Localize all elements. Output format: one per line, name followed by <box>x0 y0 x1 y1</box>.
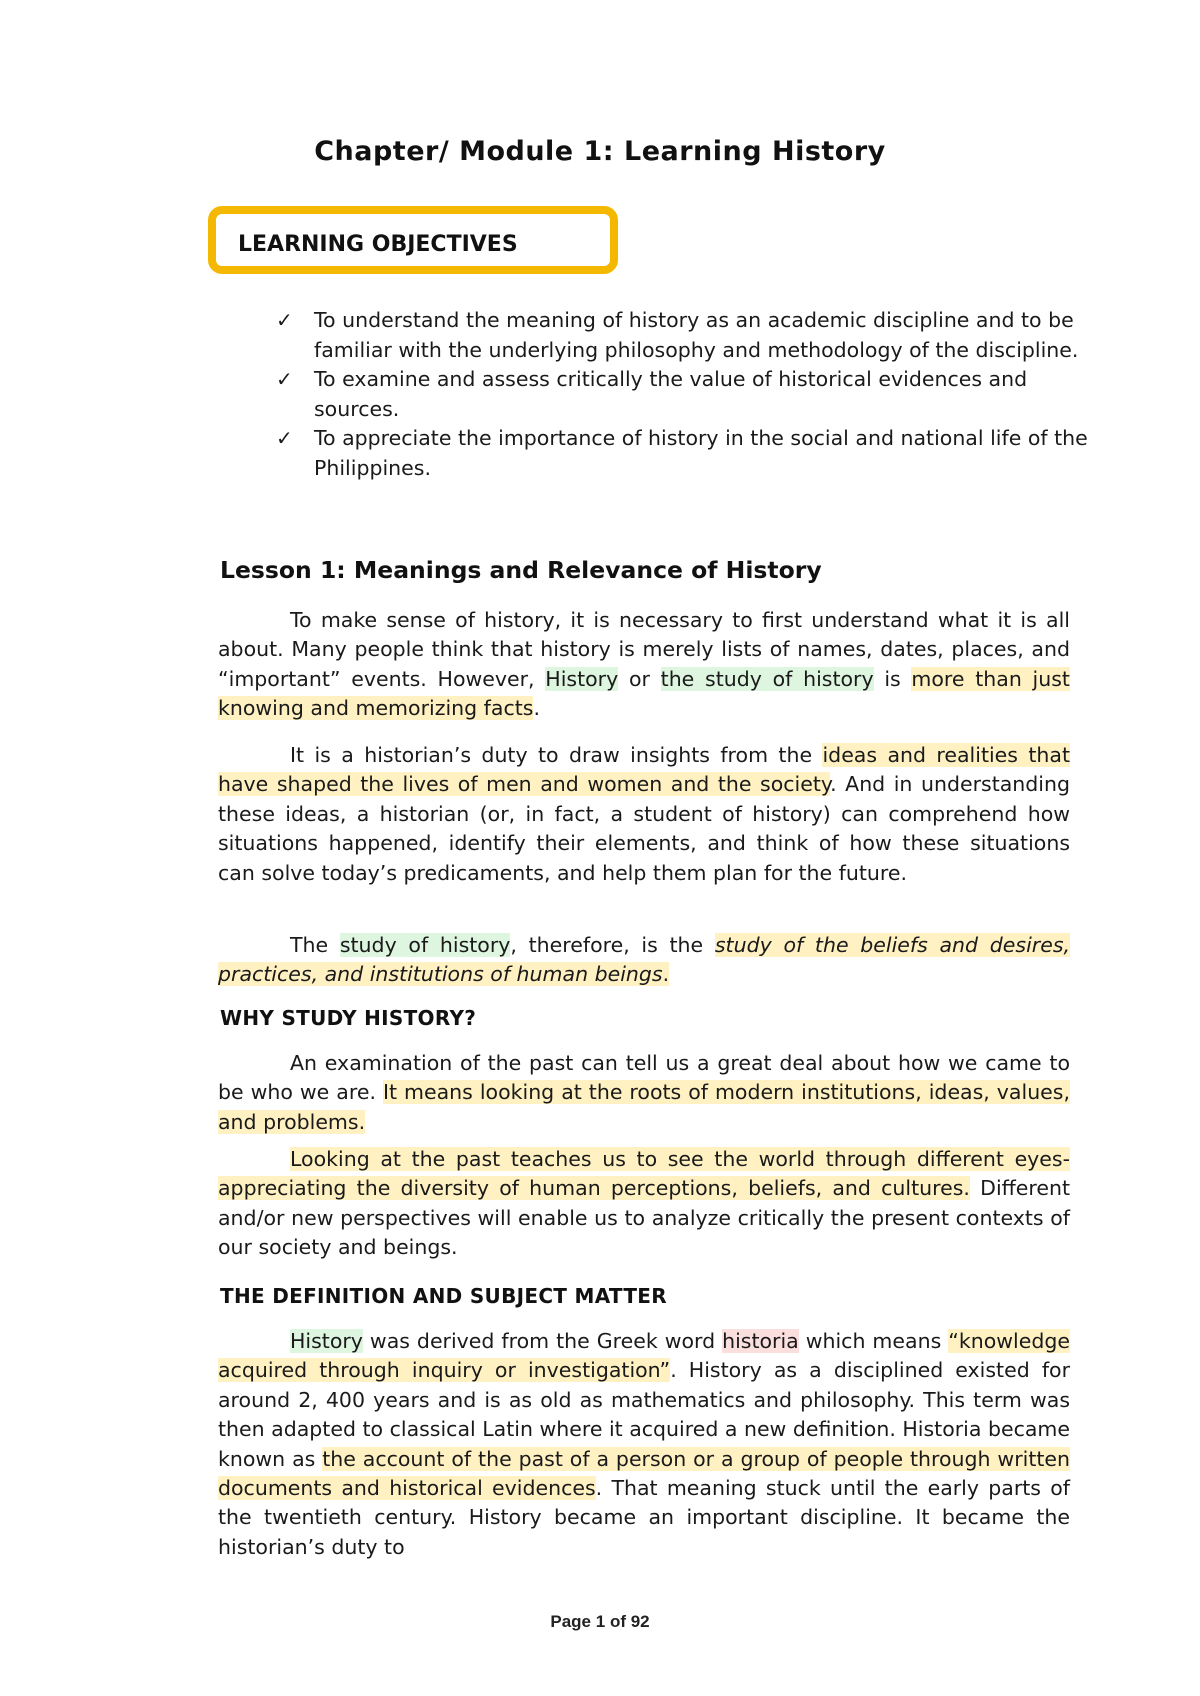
objective-item <box>268 424 1098 483</box>
highlight-yellow: ideas and realities that have shaped the lives of men and women and the society <box>218 743 1071 797</box>
objective-text: To examine and assess critically the value of historical evidences and sources. <box>314 367 1028 421</box>
text-run: , therefore, is the <box>510 933 715 957</box>
learning-objectives-label: LEARNING OBJECTIVES <box>238 232 518 257</box>
section-heading-why: WHY STUDY HISTORY? <box>220 1006 477 1030</box>
highlight-yellow: more than just knowing and memorizing facts <box>218 666 1070 721</box>
text-run: An examination of the past can tell us a great deal about how we came to be who we are. <box>218 1051 1070 1105</box>
section-heading-definition: THE DEFINITION AND SUBJECT MATTER <box>220 1284 667 1308</box>
highlight-yellow: the account of the past of a person or a group of people through written documents and historical evidences <box>218 1446 1070 1501</box>
objective-text: To understand the meaning of history as an academic discipline and to be familiar with the underlying philosophy and methodology of the discipline. <box>314 308 1079 362</box>
checkmark-icon: ✓ <box>276 426 293 450</box>
footer-total-pages: 92 <box>630 1612 650 1631</box>
text-run: which means <box>798 1329 949 1353</box>
page-footer <box>0 1612 1200 1632</box>
objective-item <box>268 306 1098 365</box>
footer-of-word: of <box>609 1612 626 1631</box>
paragraph-examination <box>218 1049 1070 1137</box>
highlight-green: History <box>290 1329 363 1353</box>
text-run: is <box>873 666 912 691</box>
text-run: . That meaning stuck until the early parts of the twentieth century. History became an important discipline. It became the historian’s duty to <box>218 1476 1071 1559</box>
text-run: or <box>618 666 661 691</box>
learning-objectives-box <box>208 206 618 274</box>
text-run: . And in understanding these ideas, a historian (or, in fact, a student of history) can comprehend how situations happened, identify their elements, and think of how these situations can solve today’s predicaments, and help them plan for the future. <box>218 772 1070 885</box>
lesson-title: Lesson 1: Meanings and Relevance of History <box>220 556 822 584</box>
text-run: To make sense of history, it is necessary to first understand what it is all about. Many people think that history is merely lists of names, dates, places, and “important” events. However, <box>218 608 1070 691</box>
objective-item <box>268 365 1098 424</box>
highlight-yellow-italic: study of the beliefs and desires, practices, and institutions of human beings <box>218 933 1071 987</box>
footer-current-page: 1 <box>595 1612 606 1631</box>
text-run: . <box>533 696 540 721</box>
checkmark-icon: ✓ <box>276 367 293 391</box>
page-title: Chapter/ Module 1: Learning History <box>314 136 886 167</box>
paragraph-intro <box>218 606 1070 724</box>
paragraph-historian-duty <box>218 741 1070 888</box>
highlight-yellow: Looking at the past teaches us to see the world through different eyes- appreciating the diversity of human perceptions, beliefs, and cultures. <box>218 1147 1070 1201</box>
objectives-list <box>268 306 1098 483</box>
text-run: It is a historian’s duty to draw insights from the <box>290 743 823 767</box>
text-run: was derived from the Greek word <box>362 1329 723 1353</box>
highlight-yellow: . <box>662 962 670 987</box>
footer-page-word: Page <box>550 1612 591 1631</box>
text-run: . History as a disciplined existed for around 2, 400 years and is as old as mathematics and philosophy. This term was then adapted to classical Latin where it acquired a new definition. Historia became known as <box>218 1358 1071 1471</box>
highlight-pink: historia <box>722 1329 799 1353</box>
objective-text: To appreciate the importance of history in the social and national life of the Philippines. <box>314 426 1088 480</box>
paragraph-study-definition <box>218 931 1070 990</box>
paragraph-definition <box>218 1327 1070 1562</box>
highlight-green: the study of history <box>660 666 874 691</box>
text-run: The <box>290 933 340 957</box>
text-run: Different and/or new perspectives will enable us to analyze critically the present contexts of our society and beings. <box>218 1176 1070 1260</box>
highlight-green: study of history <box>339 933 511 957</box>
highlight-yellow: It means looking at the roots of modern institutions, ideas, values, and problems. <box>218 1080 1070 1134</box>
highlight-green: History <box>545 666 619 691</box>
checkmark-icon: ✓ <box>276 308 293 332</box>
highlight-yellow: “knowledge acquired through inquiry or investigation” <box>218 1329 1070 1383</box>
paragraph-looking-past <box>218 1145 1070 1263</box>
